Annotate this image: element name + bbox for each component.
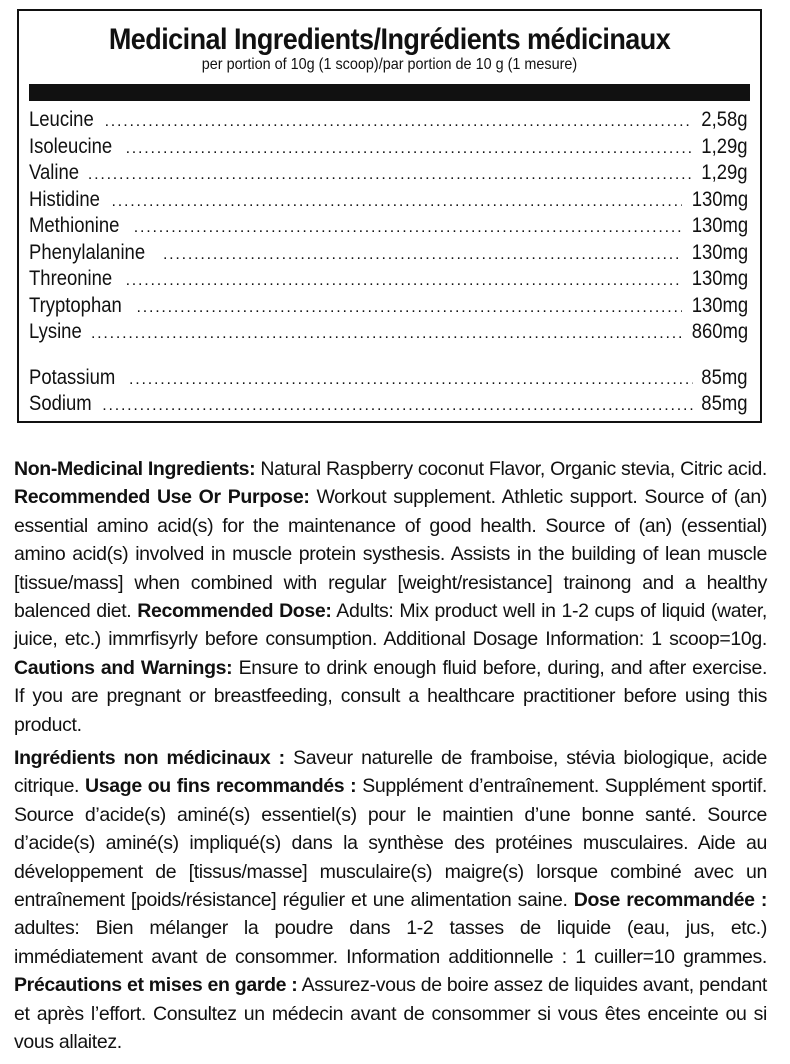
ingredient-amount: 860mg <box>691 320 748 343</box>
ingredient-row <box>29 213 748 240</box>
non-medicinal-label-fr: Ingrédients non médicinaux : <box>14 747 285 769</box>
ingredient-list <box>29 107 748 418</box>
panel-title: Medicinal Ingredients/Ingrédients médicinaux <box>108 23 671 56</box>
section-gap <box>29 346 748 365</box>
ingredient-row <box>29 266 748 293</box>
ingredient-amount: 1,29g <box>701 134 748 158</box>
ingredient-amount: 130mg <box>691 187 748 211</box>
ingredient-row <box>29 240 748 267</box>
mineral-row <box>29 391 748 418</box>
leader-dots <box>129 367 693 394</box>
non-medicinal-label: Non-Medicinal Ingredients: <box>14 458 256 480</box>
mineral-amount: 85mg <box>701 365 748 389</box>
leader-dots <box>126 268 682 295</box>
ingredient-name: Valine <box>29 161 80 184</box>
ingredient-name: Lysine <box>29 320 82 343</box>
mineral-name: Sodium <box>29 392 92 415</box>
ingredient-name: Isoleucine <box>29 134 113 158</box>
leader-dots <box>163 242 682 269</box>
leader-dots <box>112 189 682 216</box>
ingredient-amount: 130mg <box>691 267 748 290</box>
recommended-use-label-fr: Usage ou fins recommandés : <box>85 775 357 798</box>
panel-subtitle: per portion of 10g (1 scoop)/par portion de 10 g (1 mesure) <box>201 56 578 73</box>
cautions-label-fr: Précautions et mises en garde : <box>14 974 298 997</box>
ingredient-row <box>29 134 748 161</box>
leader-dots <box>136 295 681 322</box>
non-medicinal-text: Natural Raspberry coconut Flavor, Organic stevia, Citric acid. <box>255 458 768 480</box>
english-paragraph <box>14 455 767 739</box>
cautions-text-fr: Assurez-vous de boire assez de liquides avant, pendant et après l’effort. Consultez un médecin avant de consommer si vous êtes enceinte ou si vous allaitez. <box>14 974 768 1054</box>
ingredient-amount: 1,29g <box>701 161 748 184</box>
leader-dots <box>88 162 694 189</box>
recommended-dose-label-fr: Dose recommandée : <box>573 889 767 912</box>
ingredient-row <box>29 319 748 346</box>
recommended-dose-label: Recommended Dose: <box>137 600 332 623</box>
ingredient-row <box>29 293 748 320</box>
leader-dots <box>134 215 682 242</box>
ingredient-name: Phenylalanine <box>29 240 146 264</box>
ingredient-amount: 130mg <box>691 293 748 317</box>
ingredient-row <box>29 187 748 214</box>
recommended-dose-text: Adults: Mix product well in 1-2 cups of liquid (water, juice, etc.) immrfisyrly before consumption. Additional Dosage Information: 1 scoop=10g. <box>14 600 767 651</box>
ingredient-name: Leucine <box>29 108 94 131</box>
recommended-dose-text-fr: adultes: Bien mélanger la poudre dans 1-2 tasses de liquide (eau, jus, etc.) immédiatement avant de consommer. Information additionnelle : 1 cuiller=10 grammes. <box>14 917 767 968</box>
cautions-text: Ensure to drink enough fluid before, during, and after exercise. If you are pregnant or breastfeeding, consult a healthcare practitioner before using this product. <box>14 656 768 736</box>
ingredient-row <box>29 107 748 134</box>
ingredient-amount: 130mg <box>691 240 748 264</box>
leader-dots <box>91 321 682 348</box>
ingredient-name: Methionine <box>29 214 120 237</box>
leader-dots <box>102 393 693 420</box>
mineral-name: Potassium <box>29 365 116 389</box>
recommended-use-text: Workout supplement. Athletic support. Source of (an) essential amino acid(s) for the maintenance of good health. Source of (an) (essential) amino acid(s) involved in muscle protein systhesis. Assists in the building of lean muscle [tissue/mass] when combined with regular [weight/resistance] trainong and a healthy balenced diet. <box>14 486 767 623</box>
mineral-amount: 85mg <box>701 392 748 415</box>
cautions-label: Cautions and Warnings: <box>14 656 233 679</box>
ingredient-row <box>29 160 748 187</box>
ingredient-amount: 2,58g <box>701 108 748 131</box>
leader-dots <box>126 136 694 163</box>
medicinal-ingredients-panel <box>17 9 762 423</box>
ingredient-name: Tryptophan <box>29 293 122 317</box>
non-medicinal-text-fr: Saveur naturelle de framboise, stévia biologique, acide citrique. <box>14 747 767 798</box>
mineral-row <box>29 365 748 392</box>
french-paragraph <box>14 744 767 1056</box>
leader-dots <box>105 109 694 136</box>
ingredient-name: Threonine <box>29 267 113 290</box>
recommended-use-text-fr: Supplément d’entraînement. Supplément sportif. Source d’acide(s) aminé(s) essentiel(s) pour le maintien d’une bonne santé. Source d’acide(s) aminé(s) impliqué(s) dans la synthèse des protéines musculaires. Aide au développement de [tissus/masse] musculaire(s) maigre(s) lorsque combiné avec un entraînement [poids/résistance] régulier et une alimentation saine. <box>14 775 767 912</box>
ingredient-amount: 130mg <box>691 214 748 237</box>
recommended-use-label: Recommended Use Or Purpose: <box>14 486 310 509</box>
header-bar <box>29 84 750 101</box>
ingredient-name: Histidine <box>29 187 100 211</box>
